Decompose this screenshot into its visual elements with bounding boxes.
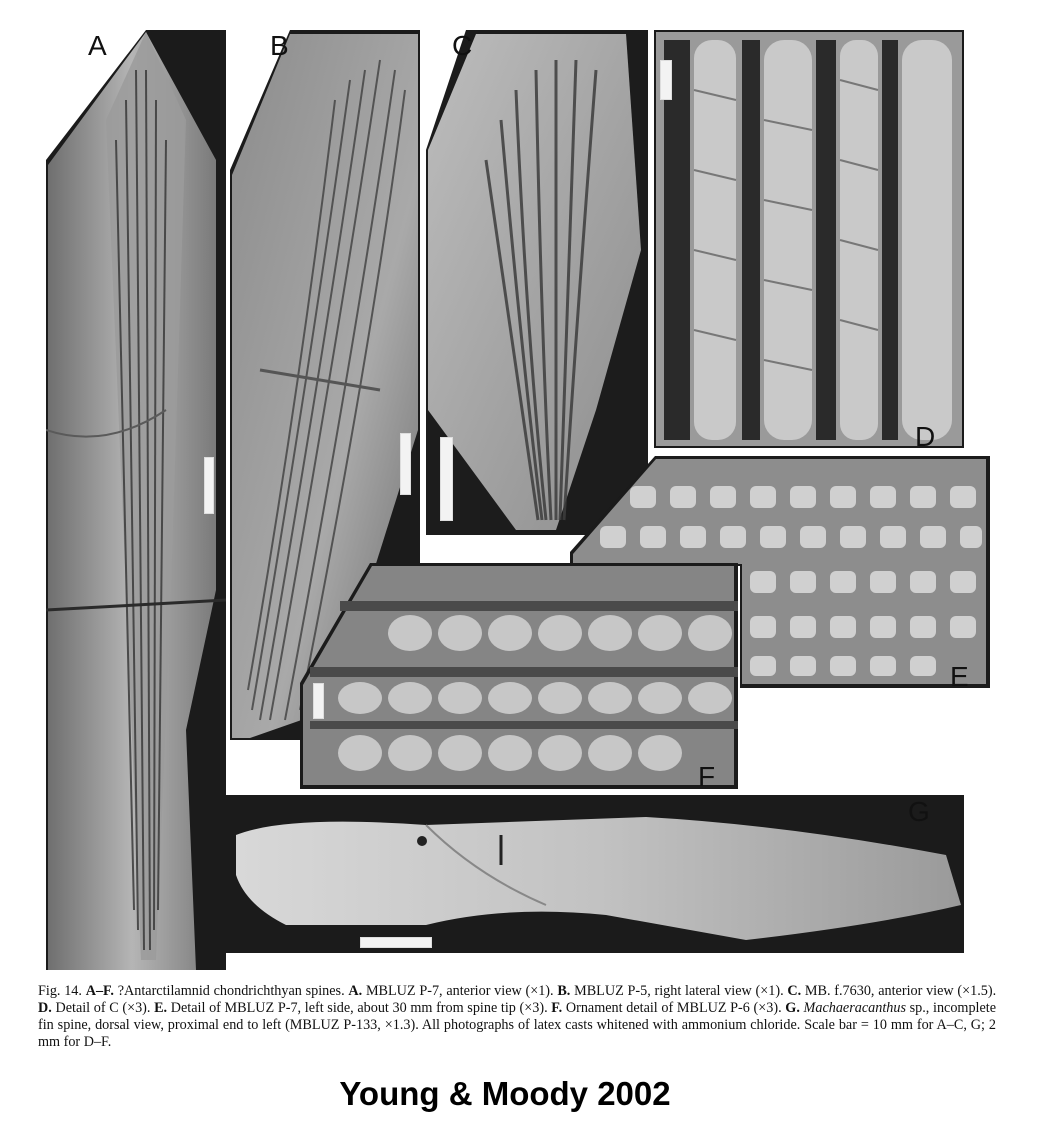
credit-title: Young & Moody 2002 xyxy=(339,1075,671,1112)
panel-g-photo xyxy=(226,795,964,953)
panel-e-label: E xyxy=(950,661,969,692)
panel-g-label: G xyxy=(908,796,930,827)
caption-a-key: A. xyxy=(348,983,363,999)
panel-d-scale-bar-vertical xyxy=(660,60,672,100)
panel-a-label: A xyxy=(88,30,107,61)
caption-d-text: Detail of C (×3). xyxy=(55,1000,151,1016)
caption-f-text: Ornament detail of MBLUZ P-6 (×3). xyxy=(565,1000,782,1016)
panel-a-scale-bar xyxy=(204,457,214,514)
caption-g-text: sp., incomplete fin spine, dorsal view, proximal end to left (MBLUZ P-133, ×1.3). All photographs of latex casts whitened with ammonium chloride. Scale bar = 10 mm for A–C, G; 2 mm for D–F. xyxy=(38,1000,997,1050)
panel-c-label: C xyxy=(452,30,473,61)
caption-a-text: MBLUZ P-7, anterior view (×1). xyxy=(365,983,554,999)
panel-a-photo xyxy=(46,30,226,970)
panel-g-image xyxy=(226,795,964,953)
panel-d-label: D xyxy=(915,421,936,452)
caption-c-text: MB. f.7630, anterior view (×1.5). xyxy=(804,983,997,999)
panel-f-label: F xyxy=(698,761,716,792)
panel-d-photo xyxy=(654,30,964,448)
caption-e-key: E. xyxy=(154,1000,168,1016)
panel-d-image xyxy=(654,30,964,448)
caption-d-key: D. xyxy=(38,1000,52,1016)
figure-caption xyxy=(38,983,996,1051)
caption-b-key: B. xyxy=(557,983,571,999)
caption-f-key: F. xyxy=(551,1000,563,1016)
caption-g-taxon: Machaeracanthus xyxy=(803,1000,906,1016)
caption-e-text: Detail of MBLUZ P-7, left side, about 30 mm from spine tip (×3). xyxy=(170,1000,548,1016)
panel-f-photo xyxy=(300,563,738,792)
caption-c-key: C. xyxy=(787,983,802,999)
panel-c-scale-bar xyxy=(440,437,453,521)
panel-b-scale-bar xyxy=(400,433,411,495)
panel-g-scale-bar xyxy=(360,937,432,948)
caption-intro: ?Antarctilamnid chondrichthyan spines. xyxy=(117,983,345,999)
caption-b-text: MBLUZ P-5, right lateral view (×1). xyxy=(574,983,784,999)
caption-g-key: G. xyxy=(785,1000,800,1016)
caption-fig-number: Fig. 14. xyxy=(38,983,82,999)
caption-range-key: A–F. xyxy=(85,983,114,999)
panel-f-scale-bar xyxy=(313,683,324,719)
panel-f-image xyxy=(300,563,738,792)
panel-a-image xyxy=(46,30,226,970)
panel-b-label: B xyxy=(270,30,289,61)
